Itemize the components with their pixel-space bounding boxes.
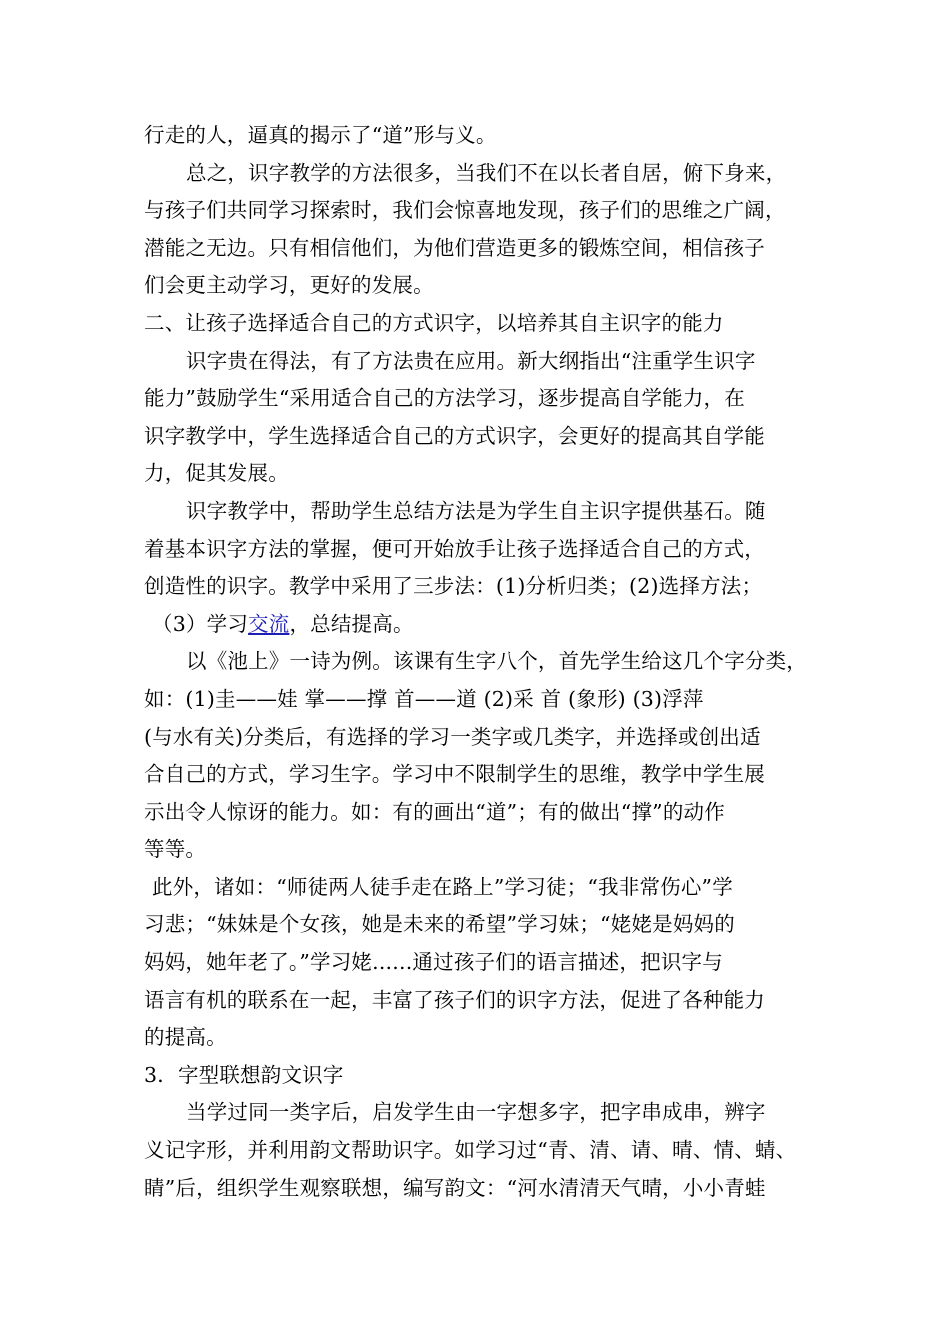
text-block-2 <box>144 643 814 1207</box>
text-line: 识字教学中，帮助学生总结方法是为学生自主识字提供基石。随 <box>186 498 766 523</box>
text-line: 二、让孩子选择适合自己的方式识字，以培养其自主识字的能力 <box>144 310 724 335</box>
text-line: 与孩子们共同学习探索时，我们会惊喜地发现，孩子们的思维之广阔， <box>144 198 786 223</box>
text-line: 妈妈，她年老了。”学习姥......通过孩子们的语言描述，把识字与 <box>144 950 723 975</box>
text-line: 睛”后，组织学生观察联想，编写韵文：“河水清清天气晴，小小青蛙 <box>144 1175 766 1200</box>
text-line: 习悲；“妹妹是个女孩，她是未来的希望”学习妹；“姥姥是妈妈的 <box>144 912 735 937</box>
text-line: (与水有关)分类后，有选择的学习一类字或几类字，并选择或创出适 <box>144 724 761 749</box>
text-line: 着基本识字方法的掌握，便可开始放手让孩子选择适合自己的方式， <box>144 536 765 561</box>
text-line: 示出令人惊讶的能力。如：有的画出“道”；有的做出“撑”的动作 <box>144 799 725 824</box>
text-line: 语言有机的联系在一起，丰富了孩子们的识字方法，促进了各种能力 <box>144 987 765 1012</box>
text-line-with-link <box>144 606 814 644</box>
line-text-after-link: ，总结提高。 <box>289 611 414 636</box>
text-line: 的提高。 <box>144 1025 227 1050</box>
text-line: 总之，识字教学的方法很多，当我们不在以长者自居，俯下身来， <box>186 160 787 185</box>
text-line: 能力”鼓励学生“采用适合自己的方法学习，逐步提高自学能力，在 <box>144 386 745 411</box>
line-text-before-link: （3）学习 <box>152 611 249 636</box>
text-line: 等等。 <box>144 837 207 862</box>
text-line: 如：(1)圭——娃 掌——撑 首——道 (2)采 首 (象形) (3)浮萍 <box>144 686 704 711</box>
text-line: 此外，诸如：“师徒两人徒手走在路上”学习徒；“我非常伤心”学 <box>152 874 733 899</box>
text-block-1 <box>144 117 814 606</box>
text-line: 合自己的方式，学习生字。学习中不限制学生的思维，教学中学生展 <box>144 762 765 787</box>
text-line: 行走的人，逼真的揭示了“道”形与义。 <box>144 123 497 147</box>
text-line: 以《池上》一诗为例。该课有生字八个，首先学生给这几个字分类， <box>186 649 807 674</box>
text-line: 3．字型联想韵文识字 <box>144 1062 344 1087</box>
text-line: 力，促其发展。 <box>144 461 289 486</box>
text-line: 义记字形，并利用韵文帮助识字。如学习过“青、清、请、晴、情、蜻、 <box>144 1138 797 1163</box>
link-jiaoliu[interactable]: 交流 <box>248 611 290 636</box>
text-line: 当学过同一类字后，启发学生由一字想多字，把字串成串，辨字 <box>186 1100 766 1125</box>
text-line: 创造性的识字。教学中采用了三步法：(1)分析归类；(2)选择方法； <box>144 574 763 599</box>
text-line: 识字贵在得法，有了方法贵在应用。新大纲指出“注重学生识字 <box>186 348 756 373</box>
text-line: 识字教学中，学生选择适合自己的方式识字，会更好的提高其自学能 <box>144 423 765 448</box>
document-page <box>144 117 814 1207</box>
text-line: 潜能之无边。只有相信他们，为他们营造更多的锻炼空间，相信孩子 <box>144 235 765 260</box>
text-line: 们会更主动学习，更好的发展。 <box>144 273 434 298</box>
